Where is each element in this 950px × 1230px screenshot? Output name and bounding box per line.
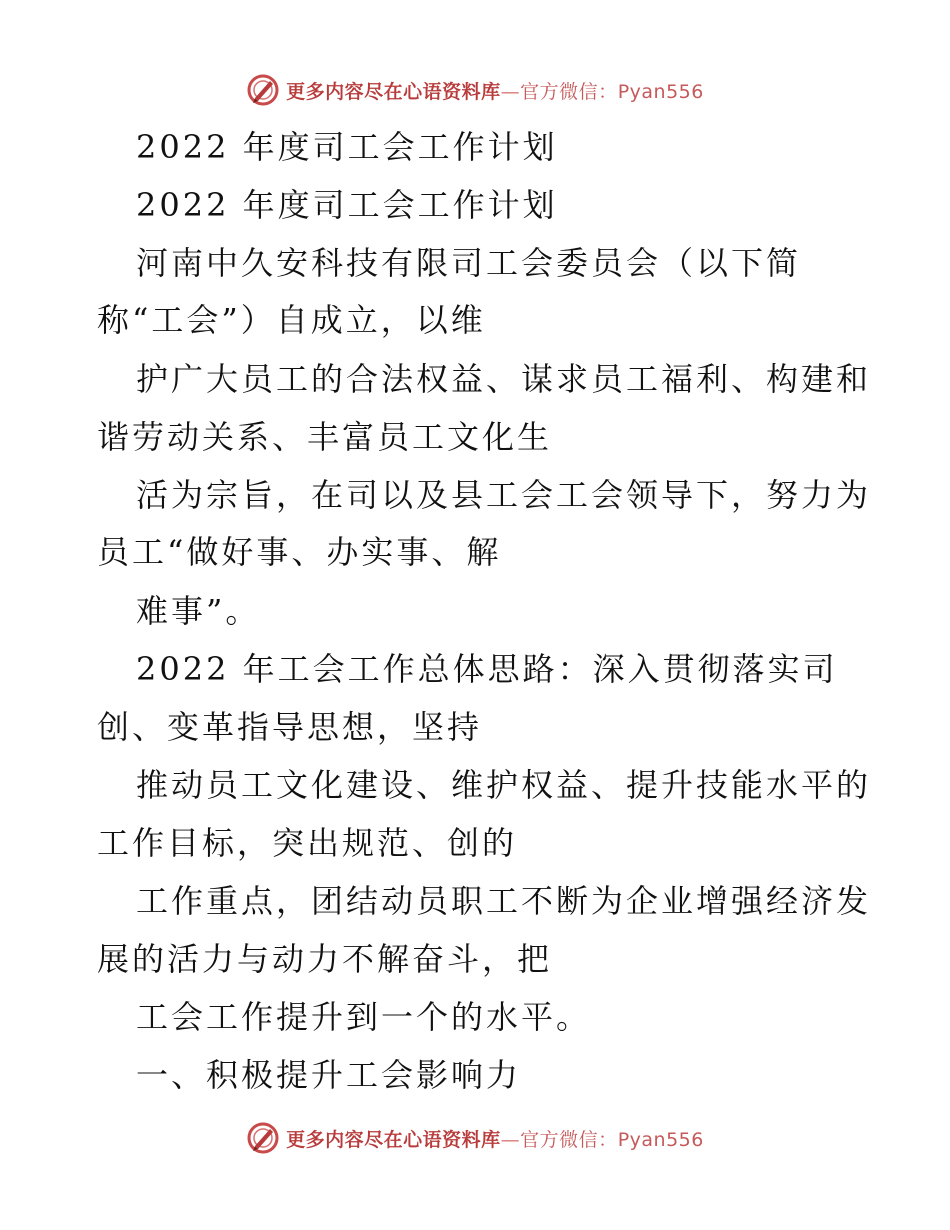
section-heading: 一、积极提升工会影响力: [136, 1056, 522, 1094]
watermark-group: [246, 73, 704, 107]
watermark-suffix: 官方微信：: [520, 80, 618, 103]
watermark-account: Pyan556: [617, 80, 704, 103]
watermark-group: [246, 1121, 704, 1155]
paragraph-line: 活为宗旨，在司以及县工会工会领导下，努力为: [136, 476, 872, 514]
watermark-suffix: 官方微信：: [520, 1128, 618, 1151]
seal-logo-icon: [246, 1121, 280, 1155]
watermark-separator: —: [500, 1128, 521, 1151]
paragraph-line: 推动员工文化建设、维护权益、提升技能水平的: [136, 766, 872, 804]
paragraph-line: 河南中久安科技有限司工会委员会（以下简: [136, 244, 802, 282]
paragraph-line: 2022 年工会工作总体思路：深入贯彻落实司: [136, 650, 838, 688]
paragraph-line: 难事”。: [136, 592, 261, 630]
paragraph-line: 称“工会”）自成立，以维: [97, 301, 486, 339]
footer-watermark: [0, 1120, 950, 1156]
paragraph-line: 工作目标，突出规范、创的: [97, 824, 518, 862]
paragraph-line: 工作重点，团结动员职工不断为企业增强经济发: [136, 882, 872, 920]
watermark-account: Pyan556: [617, 1128, 704, 1151]
watermark-main: 更多内容尽在心语资料库: [286, 1128, 501, 1151]
paragraph-line: 工会工作提升到一个的水平。: [136, 998, 592, 1036]
watermark-text: [286, 77, 704, 104]
paragraph-line: 员工“做好事、办实事、解: [97, 533, 502, 571]
seal-logo-icon: [246, 73, 280, 107]
paragraph-line: 展的活力与动力不解奋斗，把: [97, 940, 553, 978]
doc-title-line-2: 2022 年度司工会工作计划: [136, 186, 558, 224]
paragraph-line: 护广大员工的合法权益、谋求员工福利、构建和: [136, 360, 872, 398]
paragraph-line: 谐劳动关系、丰富员工文化生: [97, 418, 553, 456]
watermark-separator: —: [500, 80, 521, 103]
watermark-text: [286, 1125, 704, 1152]
paragraph-line: 创、变革指导思想，坚持: [97, 708, 483, 746]
watermark-main: 更多内容尽在心语资料库: [286, 80, 501, 103]
doc-title-line-1: 2022 年度司工会工作计划: [136, 128, 558, 166]
header-watermark: [0, 72, 950, 108]
